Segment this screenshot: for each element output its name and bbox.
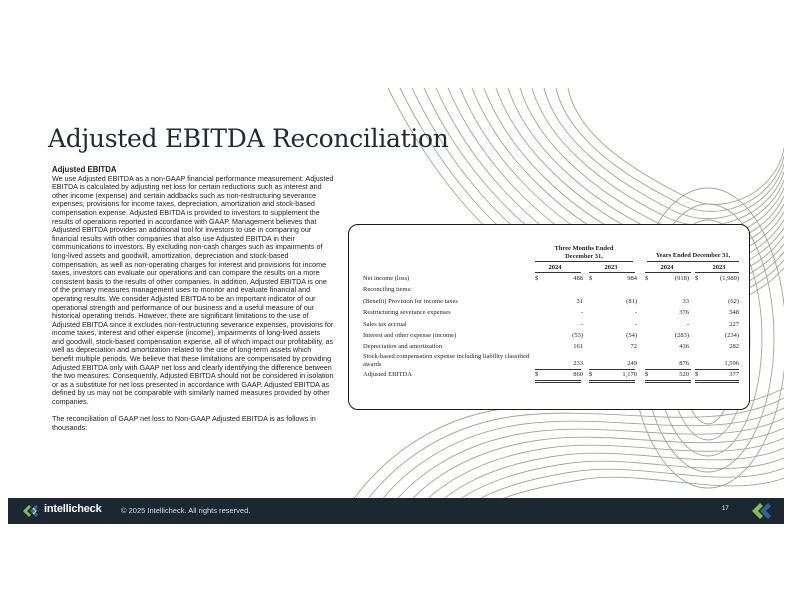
description-paragraph: We use Adjusted EBITDA as a non-GAAP financial performance measurement. Adjusted EBITDA is calculated by adjusting net loss for certain reductions such as interest and other income (expense) and certain addbacks such as non-restructuring severance expenses, provisions for income taxes, depreciation, amortization and stock-based compensation expense. Adjusted EBITDA is provided to investors to supplement the results of operations reported in accordance with GAAP. Management believes that Adjusted EBITDA provides an additional tool for investors to use in comparing our financial results with other companies that also use Adjusted EBITDA in their communications to investors. By excluding non-cash charges such as impairments of long-lived assets and goodwill, amortization, depreciation and stock-based compensation, as well as non-operating charges for interest and provisions for income taxes, investors can evaluate our operations and can compare the results on a more consistent basis to the results of other companies. In addition, Adjusted EBITDA is one of the primary measures management uses to monitor and evaluate financial and operating results. We consider Adjusted EBITDA to be an important indicator of our operational strength and performance of our business and a useful measure of our historical operating trends. However, there are significant limitations to the use of Adjusted EBITDA since it excludes non-restructuring severance expenses, provisions for income taxes, interest and other expense (income), impairments of long-lived assets and goodwill, stock-based compensation expense, all of which impact our profitability, as well as depreciation and amortization related to the use of long-term assets which benefit multiple periods. We believe that these limitations are compensated by providing Adjusted EBITDA only with GAAP net loss and clearly identifying the difference between the two measures. Consequently, Adjusted EBITDA should not be considered in isolation or as a substitute for net loss presented in accordance with GAAP. Adjusted EBITDA as defined by us may not be comparable with similarly named measures provided by other companies. [52,173,334,407]
header-years-ended: Years Ended December 31, [655,252,731,259]
header-years-row [363,263,739,273]
table-row: Reconciling items: [363,286,412,294]
reconciliation-table-card [348,224,750,410]
year-col-1: 2024 [548,264,562,271]
footer-bar [8,498,784,524]
table-row: Sales tax accrual - - - 227 [363,320,739,328]
closing-paragraph: The reconciliation of GAAP net loss to Non-GAAP Adjusted EBITDA is as follows in thousands: [52,414,316,432]
logo-wordmark: intellicheck [44,503,102,515]
table-row: Stock-based compensation expense including liability classified awards 233 249 876 1,596 [363,353,739,368]
year-col-4: 2023 [712,264,726,271]
section-heading: Adjusted EBITDA [52,165,117,174]
header-three-months: Three Months Ended December 31, [554,245,614,260]
table-row: Depreciation and amortization 161 72 436 282 [363,343,739,351]
corner-logo-mark-icon [750,501,774,521]
reconciliation-table [363,245,739,380]
page-number: 17 [722,506,729,512]
table-row: Restructuring severance expenses - - 376 548 [363,309,739,317]
table-row-total: Adjusted EBITDA $ 860 $ 1,170 $ 520 $ 377 [363,369,739,380]
year-col-2: 2023 [604,264,618,271]
slide [8,88,784,524]
page-title: Adjusted EBITDA Reconciliation [48,124,449,153]
intellicheck-logo-icon [22,504,42,518]
table-row: (Benefit) Provision for income taxes 31 (81) 33 (62) [363,297,739,305]
body-text-block [52,166,334,432]
table-row: Interest and other expense (income) (53) (54) (283) (234) [363,331,739,339]
table-row: Net income (loss) $ 488 $ 984 $ (918) $ (1,980) [363,275,739,282]
copyright-text: © 2025 Intellicheck. All rights reserved. [121,506,251,515]
year-col-3: 2024 [660,264,674,271]
